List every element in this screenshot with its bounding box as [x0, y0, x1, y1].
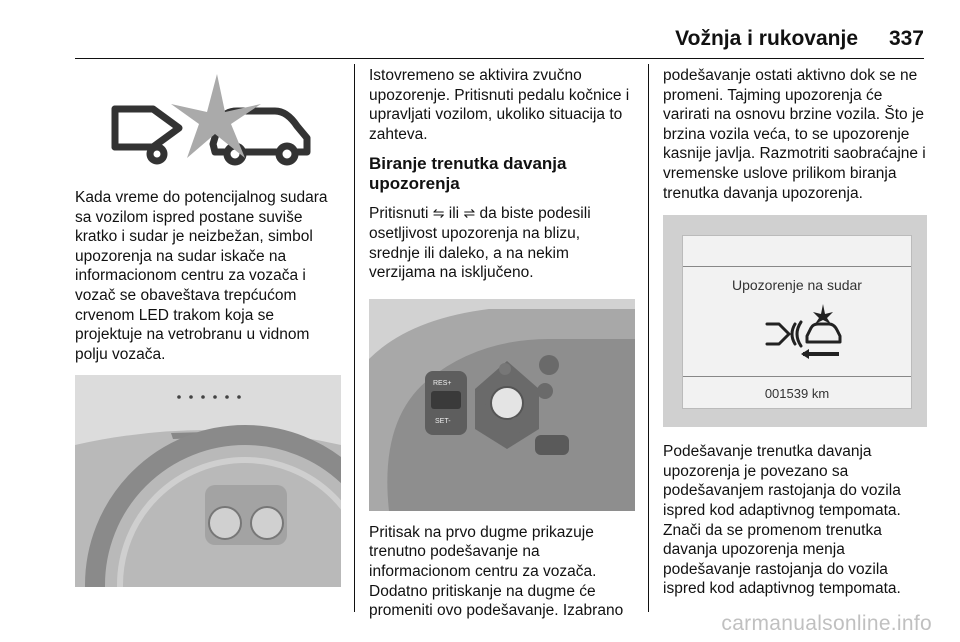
display-title: Upozorenje na sudar [732, 277, 862, 294]
col1-paragraph: Kada vreme do potencijalnog sudara sa vozilom ispred postane suviše kratko i sudar je neizbežan, simbol upozorenja na sudar iskače na informacionom centru za vozača i vozač se obaveštava trepćućom crvenom LED trakom koja se projektuje na vetrobranu u vidnom polju vozača. [75, 189, 328, 363]
column-1 [75, 66, 341, 587]
windshield-led-illustration [75, 375, 341, 587]
col2-paragraph-1: Istovremeno se aktivira zvučno upozorenje. Pritisnuti pedalu kočnice i upravljati vozilom, ukoliko situacija to zahteva. [369, 67, 630, 143]
steering-wheel-illustration [369, 299, 635, 511]
header-rule [75, 58, 924, 59]
set-label: SET- [435, 417, 451, 425]
windshield-led-figure [75, 375, 341, 587]
watermark-url: carmanualsonline.info [721, 612, 932, 635]
steering-wheel-buttons-figure [369, 299, 635, 511]
distance-sensitivity-icon: ⇋ [432, 205, 445, 222]
page-number: 337 [888, 27, 924, 50]
distance-sensitivity-icon-alt: ⇌ [463, 205, 476, 222]
text-run: da biste podesili osetljivost upozorenja na blizu, srednje ili daleko, a na nekim verzijama na isključeno. [369, 205, 591, 282]
collision-warning-icon [75, 66, 341, 178]
col3-paragraph-2: Podešavanje trenutka davanja upozorenja je povezano sa podešavanjem rastojanja do vozila ispred kod adaptivnog tempomata. Znači da se promenom trenutka davanja upozorenja menja podešavanje rastojanja do vozila ispred kod adaptivnog tempomata. [663, 443, 901, 598]
res-label: RES+ [433, 379, 452, 387]
section-title: Vožnja i rukovanje [675, 27, 858, 50]
col2-paragraph-2 [369, 204, 635, 282]
odometer: 001539 km [764, 386, 830, 402]
text-run: Pritisnuti [369, 205, 433, 223]
collision-warning-display-icon [763, 302, 843, 362]
col3-paragraph-1: podešavanje ostati aktivno dok se ne promeni. Tajming upozorenja će varirati na osnovu brzine vozila. Što je brzina vozila veća, to se upozorenje kasnije javlja. Razmotriti saobraćajne i vremenske uslove prilikom biranja trenutka davanja upozorenja. [663, 67, 926, 202]
display-rule [683, 266, 911, 267]
column-3 [663, 66, 927, 599]
column-2 [369, 66, 635, 621]
page-header [0, 0, 960, 56]
driver-display-figure [663, 215, 927, 427]
text-run: ili [444, 205, 464, 223]
display-rule-bottom [683, 376, 911, 377]
column-divider-2 [648, 64, 649, 612]
column-divider-1 [354, 64, 355, 612]
section-heading: Biranje trenutka davanja upozorenja [369, 154, 567, 194]
col2-paragraph-3: Pritisak na prvo dugme prikazuje trenutno podešavanje na informacionom centru za vozača. Dodatno pritiskanje na dugme će promeniti ovo podešavanje. Izabrano [369, 523, 624, 620]
info-display-screen [682, 235, 912, 409]
collision-symbol-figure [75, 66, 341, 178]
